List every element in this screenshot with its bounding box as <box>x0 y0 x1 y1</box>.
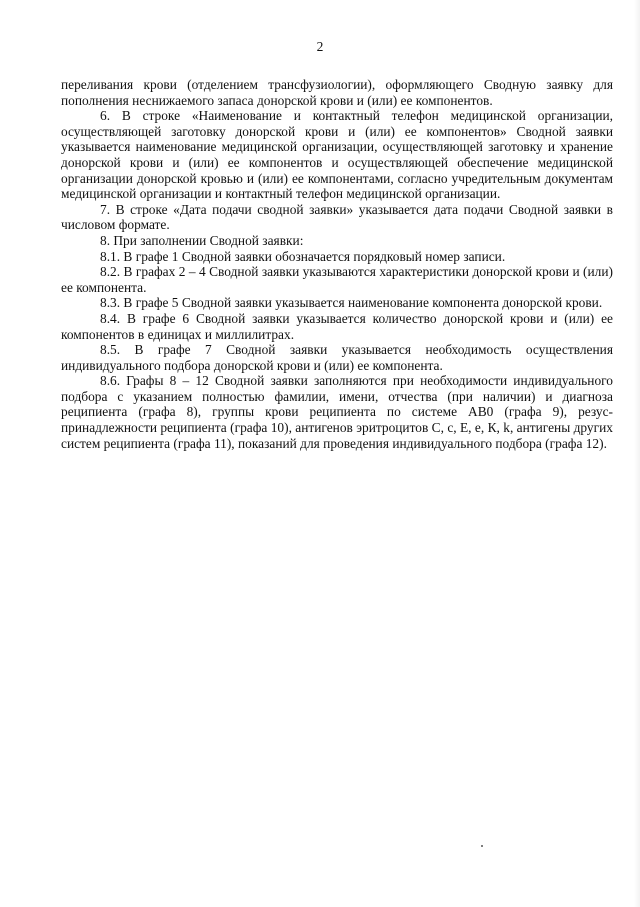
scan-speck <box>481 845 483 847</box>
paragraph-item-7: 7. В строке «Дата подачи сводной заявки» указывается дата подачи Сводной заявки в числовом формате. <box>61 201 613 233</box>
page-number: 2 <box>316 39 324 54</box>
paragraph-item-8-6: 8.6. Графы 8 – 12 Сводной заявки заполняются при необходимости индивидуального подбора с указанием полностью фамилии, имени, отчества (при наличии) и диагноза реципиента (графа 8), группы крови реципиента по системе АВ0 (графа 9), резус-принадлежности реципиента (графа 10), антигенов эритроцитов С, с, Е, е, К, k, антигены других систем реципиента (графа 11), показаний для проведения индивидуального подбора (графа 12). <box>61 373 613 451</box>
paragraph-item-8-2: 8.2. В графах 2 – 4 Сводной заявки указываются характеристики донорской крови и (или) ее компонента. <box>61 264 613 295</box>
paragraph-item-8-5: 8.5. В графе 7 Сводной заявки указывается необходимость осуществления индивидуального подбора донорской крови и (или) ее компонента. <box>61 342 613 373</box>
paragraph-item-6: 6. В строке «Наименование и контактный телефон медицинской организации, осуществляющей заготовку донорской крови и (или) ее компонентов» Сводной заявки указывается наименование медицинской организации, осуществляющей заготовку и хранение донорской крови и (или) ее компонентов и осуществляющей обеспечение медицинской организации донорской кровью и (или) ее компонентами, согласно учредительным документам медицинской организации и контактный телефон медицинской организации. <box>61 108 613 202</box>
paragraph-item-8-1: 8.1. В графе 1 Сводной заявки обозначается порядковый номер записи. <box>100 248 506 264</box>
paragraph-item-8-4: 8.4. В графе 6 Сводной заявки указывается количество донорской крови и (или) ее компонентов в единицах и миллилитрах. <box>61 310 613 342</box>
scan-edge-shadow <box>634 0 640 907</box>
paragraph-item-8: 8. При заполнении Сводной заявки: <box>100 232 304 248</box>
paragraph-continuation: переливания крови (отделением трансфузиологии), оформляющего Сводную заявку для пополнения неснижаемого запаса донорской крови и (или) ее компонентов. <box>61 77 613 108</box>
paragraph-item-8-3: 8.3. В графе 5 Сводной заявки указывается наименование компонента донорской крови. <box>100 295 603 311</box>
document-body <box>61 77 613 451</box>
